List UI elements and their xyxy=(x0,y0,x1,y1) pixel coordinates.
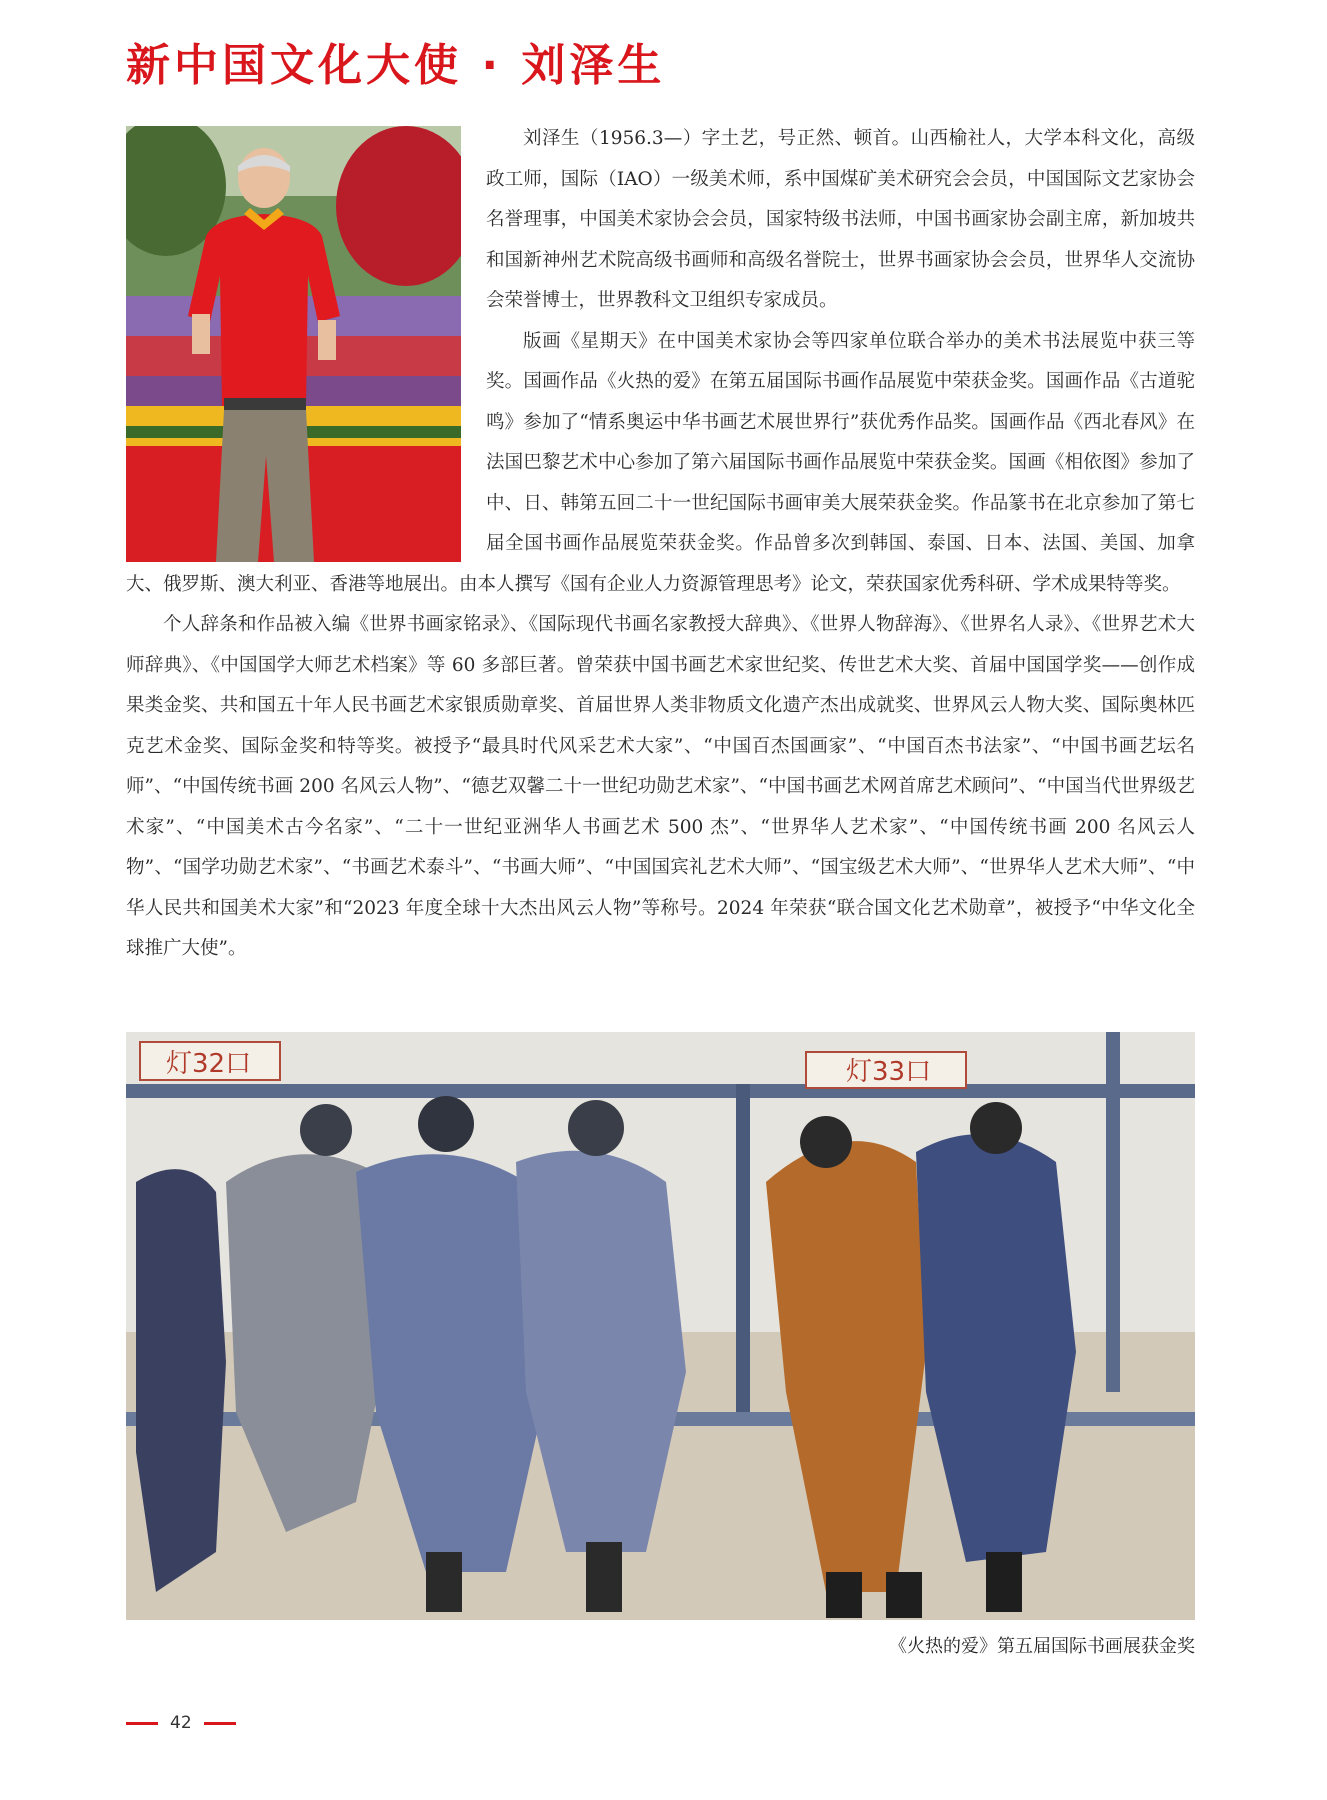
sign-right-text: 灯33口 xyxy=(846,1057,932,1087)
article-body xyxy=(126,119,1195,970)
page-number-rule-right xyxy=(204,1722,236,1725)
page-number-text: 42 xyxy=(170,1713,192,1733)
page-number xyxy=(126,1713,236,1733)
paragraph-bio: 刘泽生（1956.3—）字土艺，号正然、顿首。山西榆社人，大学本科文化，高级政工师，国际（IAO）一级美术师，系中国煤矿美术研究会会员，中国国际文艺家协会名誉理事，中国美术家协会会员，国家特级书法师，中国书画家协会副主席，新加坡共和国新神州艺术院高级书画师和高级名誉院士，世界书画家协会会员，世界华人交流协会荣誉博士，世界教科文卫组织专家成员。 xyxy=(486,128,1195,311)
page-number-rule-left xyxy=(126,1722,158,1725)
paragraph-honors: 个人辞条和作品被入编《世界书画家铭录》、《国际现代书画名家教授大辞典》、《世界人物辞海》、《世界名人录》、《世界艺术大师辞典》、《中国国学大师艺术档案》等 60 多部巨著。曾荣获中国书画艺术家世纪奖、传世艺术大奖、首届中国国学奖——创作成果类金奖、共和国五十年人民书画艺术家银质勋章奖、首届世界人类非物质文化遗产杰出成就奖、世界风云人物大奖、国际奥林匹克艺术金奖、国际金奖和特等奖。被授予“最具时代风采艺术大家”、“中国百杰国画家”、“中国百杰书法家”、“中国书画艺坛名师”、“中国传统书画 200 名风云人物”、“德艺双馨二十一世纪功勋艺术家”、“中国书画艺术网首席艺术顾问”、“中国当代世界级艺术家”、“中国美术古今名家”、“二十一世纪亚洲华人书画艺术 500 杰”、“世界华人艺术家”、“中国传统书画 200 名风云人物”、“国学功勋艺术家”、“书画艺术泰斗”、“书画大师”、“中国国宾礼艺术大师”、“国宝级艺术大师”、“世界华人艺术大师”、“中华人民共和国美术大家”和“2023 年度全球十大杰出风云人物”等称号。2024 年荣获“联合国文化艺术勋章”，被授予“中华文化全球推广大使”。 xyxy=(126,614,1195,959)
painting-image xyxy=(126,1032,1195,1620)
portrait-spacer xyxy=(126,119,486,561)
sign-left-text: 灯32口 xyxy=(166,1049,252,1079)
painting-caption: 《火热的爱》第五届国际书画展获金奖 xyxy=(889,1636,1195,1657)
page-title: 新中国文化大使 · 刘泽生 xyxy=(126,40,666,91)
paragraph-awards: 版画《星期天》在中国美术家协会等四家单位联合举办的美术书法展览中获三等奖。国画作品《火热的爱》在第五届国际书画作品展览中荣获金奖。国画作品《古道驼鸣》参加了“情系奥运中华书画艺术展世界行”获优秀作品奖。国画作品《西北春风》在法国巴黎艺术中心参加了第六届国际书画作品展览中荣获金奖。国画《相依图》参加了中、日、韩第五回二十一世纪国际书画审美大展荣获金奖。作品篆书在北京参加了第七届全国书画作品展览荣获金奖。作品曾多次到韩国、泰国、日本、法国、美国、加拿大、俄罗斯、澳大利亚、香港等地展出。由本人撰写《国有企业人力资源管理思考》论文，荣获国家优秀科研、学术成果特等奖。 xyxy=(126,330,1195,595)
